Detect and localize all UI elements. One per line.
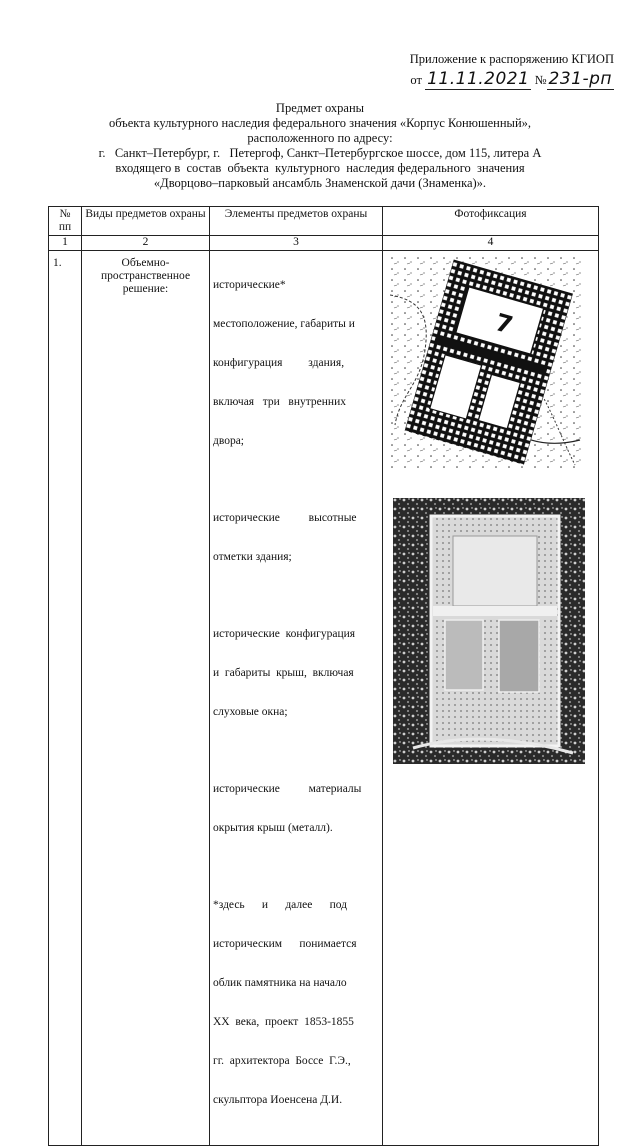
header-elements: Элементы предметов охраны (210, 207, 383, 236)
element-line: скульптора Иоенсена Д.И. (213, 1094, 343, 1106)
element-line: конфигурация здания, (213, 357, 345, 369)
element-line: гг. архитектора Боссе Г.Э., (213, 1055, 351, 1067)
column-number-row (49, 236, 599, 251)
type-line: Объемно- (121, 257, 170, 269)
element-line: XX века, проект 1853-1855 (213, 1016, 354, 1028)
element-line: исторические материалы (213, 783, 362, 795)
element-line: *здесь и далее под (213, 899, 348, 911)
order-date: 11.11.2021 (427, 69, 530, 89)
title-line-3: расположенного по адресу: (247, 131, 393, 145)
element-paragraph (213, 253, 378, 474)
plan-label: 7 (492, 308, 516, 340)
protection-table (48, 206, 599, 1146)
date-prefix: от (410, 73, 422, 87)
title-line-1: Предмет охраны (275, 101, 365, 115)
column-number: 3 (210, 236, 383, 251)
footnote-paragraph (213, 873, 378, 1133)
element-line: отметки здания; (213, 551, 292, 563)
column-number: 1 (49, 236, 82, 251)
site-plan-image (390, 255, 582, 470)
element-line: двора; (213, 435, 245, 447)
header-block (410, 50, 614, 89)
protection-type (82, 251, 210, 1146)
type-line: пространственное (100, 270, 191, 282)
element-line: слуховые окна; (213, 706, 288, 718)
element-line: окрытия крыш (металл). (213, 822, 333, 834)
element-line: историческим понимается (213, 938, 357, 950)
element-paragraph (213, 486, 378, 590)
header-photo: Фотофиксация (383, 207, 599, 236)
element-paragraph (213, 757, 378, 861)
table-header-row (49, 207, 599, 236)
document-title (40, 101, 600, 191)
element-line: исторические* (213, 279, 286, 291)
photo-cell (383, 251, 599, 1146)
type-line: решение: (122, 283, 169, 295)
protection-elements (210, 251, 383, 1146)
element-line: местоположение, габариты и (213, 318, 355, 330)
aerial-photo-image (393, 498, 585, 764)
table-row (49, 251, 599, 1146)
element-line: включая три внутренних (213, 396, 346, 408)
order-line (410, 70, 614, 89)
title-line-2: объекта культурного наследия федерального значения «Корпус Конюшенный», (108, 116, 532, 130)
order-number: 231-рп (548, 69, 612, 89)
row-number: 1. (49, 251, 82, 1146)
element-paragraph (213, 602, 378, 745)
number-prefix: № (534, 73, 547, 87)
column-number: 4 (383, 236, 599, 251)
title-line-4: г. Санкт–Петербург, г. Петергоф, Санкт–Петербургское шоссе, дом 115, литера А (98, 146, 542, 160)
element-line: и габариты крыш, включая (213, 667, 354, 679)
title-line-6: «Дворцово–парковый ансамбль Знаменской дачи (Знаменка)». (153, 176, 487, 190)
appendix-title: Приложение к распоряжению КГИОП (409, 52, 614, 66)
element-line: исторические высотные (213, 512, 357, 524)
header-no: № пп (49, 207, 82, 236)
element-line: облик памятника на начало (213, 977, 347, 989)
header-types: Виды предметов охраны (82, 207, 210, 236)
column-number: 2 (82, 236, 210, 251)
element-line: исторические конфигурация (213, 628, 356, 640)
title-line-5: входящего в состав объекта культурного наследия федерального значения (115, 161, 525, 175)
